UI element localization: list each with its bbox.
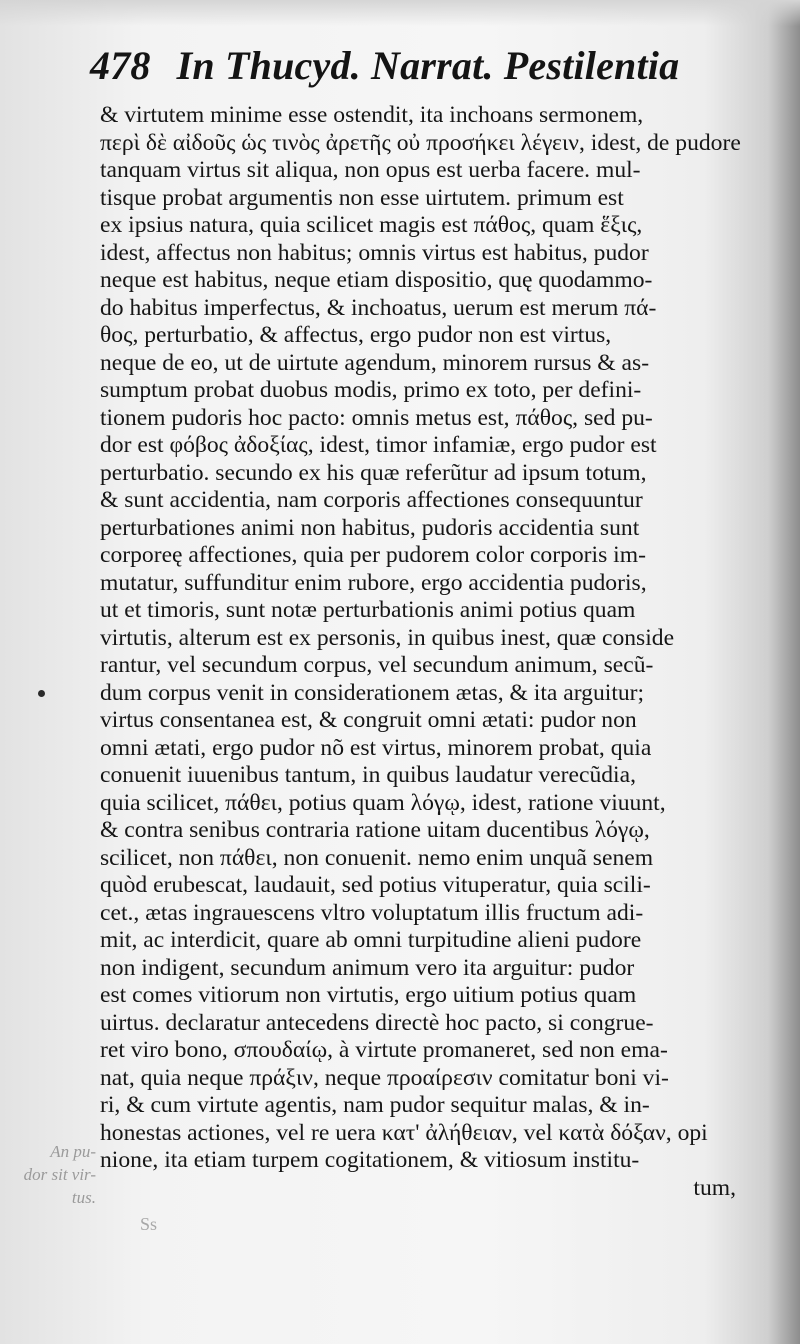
text-line: θος, perturbatio, & affectus, ergo pudor non est virtus, — [100, 322, 612, 348]
text-line: neque est habitus, neque etiam dispositio, quę quodammo- — [100, 267, 653, 293]
text-line: honestas actiones, vel re uera κατ' ἀλήθειαν, vel κατὰ δόξαν, opi — [100, 1119, 708, 1146]
running-title: In Thucyd. Narrat. Pestilentia — [176, 43, 680, 88]
page-top-shadow — [0, 0, 800, 26]
body-text — [100, 102, 772, 1202]
text-line: ex ipsius natura, quia scilicet magis est πάθος, quam ἕξις, — [100, 212, 643, 238]
text-line: omni ætati, ergo pudor nõ est virtus, minorem probat, quia — [100, 734, 652, 761]
text-line: neque de eo, ut de uirtute agendum, minorem rursus & as- — [100, 349, 650, 376]
text-line: quia scilicet, πάθει, potius quam λόγῳ, idest, ratione viuunt, — [100, 789, 666, 816]
text-line: περὶ δὲ αἰδοῦς ὡς τινὸς ἀρετῆς οὐ προσήκει λέγειν, idest, de pudore — [100, 129, 741, 156]
text-line: ri, & cum virtute agentis, nam pudor sequitur malas, & in- — [100, 1092, 650, 1118]
text-line: tisque probat argumentis non esse uirtutem. primum est — [100, 184, 624, 211]
text-line: nione, ita etiam turpem cogitationem, & vitiosum institu- — [100, 1147, 640, 1173]
text-line: uirtus. declaratur antecedens directè hoc pacto, si congrue- — [100, 1009, 654, 1036]
text-line: cet., ætas ingrauescens vltro voluptatum illis fructum adi- — [100, 899, 644, 926]
margin-note-line: An pu- — [50, 1142, 96, 1161]
text-line: mutatur, suffunditur enim rubore, ergo accidentia pudoris, — [100, 569, 647, 596]
text-line: do habitus imperfectus, & inchoatus, uerum est merum πά- — [100, 294, 657, 321]
text-line: virtutis, alterum est ex personis, in quibus inest, quæ conside — [100, 624, 675, 651]
text-line: scilicet, non πάθει, non conuenit. nemo enim unquã senem — [100, 844, 654, 871]
ink-speck — [38, 690, 45, 697]
text-line: virtus consentanea est, & congruit omni ætati: pudor non — [100, 707, 637, 733]
margin-note-line: dor sit vir- — [23, 1165, 96, 1184]
text-line: ut et timoris, sunt notæ perturbationis animi potius quam — [100, 597, 636, 623]
text-line: dor est φόβος ἀδοξίας, idest, timor infamiæ, ergo pudor est — [100, 432, 657, 458]
text-line: dum corpus venit in considerationem ætas, & ita arguitur; — [100, 679, 645, 706]
text-line: non indigent, secundum animum vero ita arguitur: pudor — [100, 954, 635, 981]
page-number: 478 — [90, 43, 151, 88]
text-line: perturbatio. secundo ex his quæ referũtur ad ipsum totum, — [100, 459, 647, 486]
signature-mark: Ss — [140, 1214, 158, 1234]
text-line: corporeę affectiones, quia per pudorem color corporis im- — [100, 542, 646, 568]
catchword-line: tum, — [693, 1174, 736, 1201]
text-line: perturbationes animi non habitus, pudoris accidentia sunt — [100, 514, 640, 541]
text-line: & sunt accidentia, nam corporis affectiones consequuntur — [100, 487, 643, 513]
text-line: & contra senibus contraria ratione uitam ducentibus λόγῳ, — [100, 817, 650, 843]
text-line: rantur, vel secundum corpus, vel secundum animum, secũ- — [100, 652, 654, 678]
running-head — [90, 42, 780, 94]
text-line: est comes vitiorum non virtutis, ergo uitium potius quam — [100, 982, 637, 1008]
margin-note — [10, 1140, 96, 1209]
text-line: mit, ac interdicit, quare ab omni turpitudine alieni pudore — [100, 927, 642, 953]
text-line: & virtutem minime esse ostendit, ita inchoans sermonem, — [100, 102, 644, 128]
text-line: tionem pudoris hoc pacto: omnis metus est, πάθος, sed pu- — [100, 404, 653, 431]
text-line: quòd erubescat, laudauit, sed potius vituperatur, quia scili- — [100, 872, 651, 898]
text-line: idest, affectus non habitus; omnis virtus est habitus, pudor — [100, 239, 649, 266]
margin-note-line: tus. — [71, 1188, 96, 1207]
text-line: nat, quia neque πράξιν, neque προαίρεσιν comitatur boni vi- — [100, 1064, 669, 1091]
text-line: ret viro bono, σπουδαίῳ, à virtute promaneret, sed non ema- — [100, 1037, 668, 1063]
text-line: sumptum probat duobus modis, primo ex toto, per defini- — [100, 377, 642, 403]
text-line: conuenit iuuenibus tantum, in quibus laudatur verecũdia, — [100, 762, 636, 788]
text-line: tanquam virtus sit aliqua, non opus est uerba facere. mul- — [100, 157, 641, 183]
